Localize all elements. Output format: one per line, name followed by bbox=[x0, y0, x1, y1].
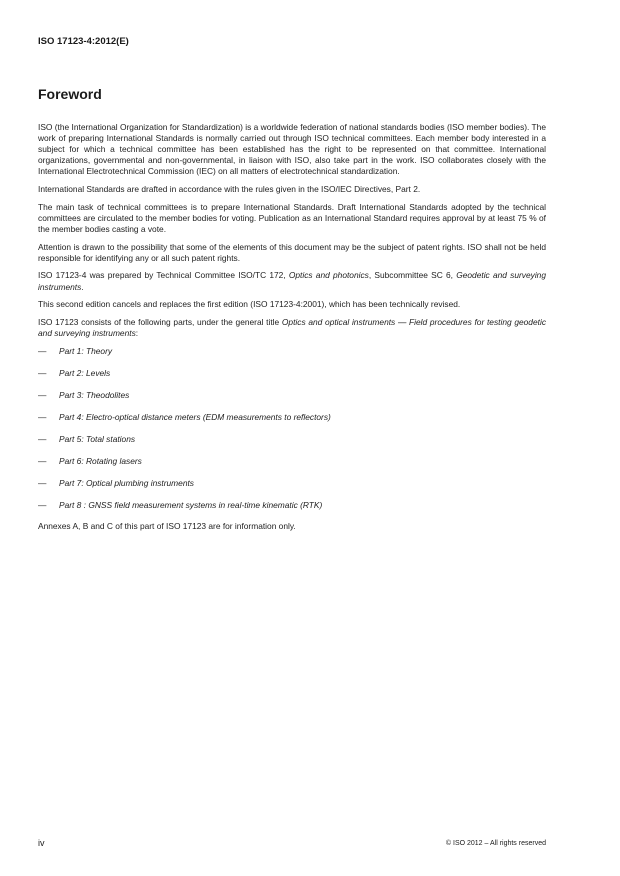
list-dash: — bbox=[38, 455, 47, 466]
foreword-body bbox=[38, 122, 546, 539]
page-number: iv bbox=[38, 838, 45, 848]
paragraph-edition: This second edition cancels and replaces the first edition (ISO 17123-4:2001), which has been technically revised. bbox=[38, 299, 461, 310]
list-item bbox=[38, 412, 546, 423]
part-title: Part 3: Theodolites bbox=[59, 390, 130, 401]
list-item bbox=[38, 500, 546, 511]
parts-intro-text: ISO 17123 consists of the following parts, under the general title bbox=[38, 316, 282, 327]
general-title: Optics and optical instruments — Field procedures for testing geodetic and surveying instruments bbox=[38, 316, 547, 338]
paragraph-prepared-by bbox=[38, 270, 546, 292]
list-dash: — bbox=[38, 368, 47, 379]
list-dash: — bbox=[38, 499, 47, 510]
page-title: Foreword bbox=[38, 86, 102, 102]
prepared-by-period: . bbox=[81, 281, 84, 292]
prepared-by-text: ISO 17123-4 was prepared by Technical Committee ISO/TC 172, bbox=[38, 270, 289, 281]
paragraph-annexes: Annexes A, B and C of this part of ISO 17123 are for information only. bbox=[38, 520, 296, 531]
document-header-id: ISO 17123-4:2012(E) bbox=[38, 36, 129, 47]
list-dash: — bbox=[38, 390, 47, 401]
paragraph-technical-committees: The main task of technical committees is to prepare International Standards. Draft International Standards adopted by the technical committees are circulated to the member bodies for voting. Publication as an International Standard requires approval by at least 75 % of the member bodies casting a vote. bbox=[38, 201, 546, 234]
list-dash: — bbox=[38, 434, 47, 444]
subcommittee-name: Geodetic and surveying instruments bbox=[38, 270, 546, 292]
list-item bbox=[38, 346, 546, 357]
paragraph-directives: International Standards are drafted in accordance with the rules given in the ISO/IEC Directives, Part 2. bbox=[38, 184, 421, 195]
list-item bbox=[38, 456, 546, 467]
list-dash: — bbox=[38, 346, 47, 357]
list-dash: — bbox=[38, 477, 47, 488]
list-dash: — bbox=[38, 412, 47, 423]
parts-intro-colon: : bbox=[135, 327, 139, 338]
parts-list bbox=[38, 346, 546, 511]
part-title: Part 4: Electro-optical distance meters (EDM measurements to reflectors) bbox=[59, 412, 331, 423]
subcommittee-text: , Subcommittee SC 6, bbox=[368, 270, 457, 281]
part-title: Part 6: Rotating lasers bbox=[59, 455, 142, 466]
list-item bbox=[38, 434, 546, 445]
part-title: Part 1: Theory bbox=[59, 346, 113, 357]
list-item bbox=[38, 390, 546, 401]
part-title: Part 8 : GNSS field measurement systems in real-time kinematic (RTK) bbox=[59, 499, 323, 510]
paragraph-parts-intro bbox=[38, 317, 546, 339]
list-item bbox=[38, 368, 546, 379]
paragraph-patent-rights: Attention is drawn to the possibility that some of the elements of this document may be the subject of patent rights. ISO shall not be held responsible for identifying any or all such patent rights. bbox=[38, 241, 546, 263]
list-item bbox=[38, 478, 546, 489]
paragraph-iso-intro: ISO (the International Organization for Standardization) is a worldwide federation of national standards bodies (ISO member bodies). The work of preparing International Standards is normally carried out through ISO technical committees. Each member body interested in a subject for which a technical committee has been established has the right to be represented on that committee. International organizations, governmental and non-governmental, in liaison with ISO, also take part in the work. ISO collaborates closely with the International Electrotechnical Commission (IEC) on all matters of electrotechnical standardization. bbox=[38, 122, 546, 177]
committee-name: Optics and photonics bbox=[288, 270, 369, 281]
part-title: Part 5: Total stations bbox=[59, 434, 136, 444]
part-title: Part 7: Optical plumbing instruments bbox=[59, 477, 194, 488]
part-title: Part 2: Levels bbox=[59, 368, 111, 379]
copyright-notice: © ISO 2012 – All rights reserved bbox=[445, 840, 546, 847]
